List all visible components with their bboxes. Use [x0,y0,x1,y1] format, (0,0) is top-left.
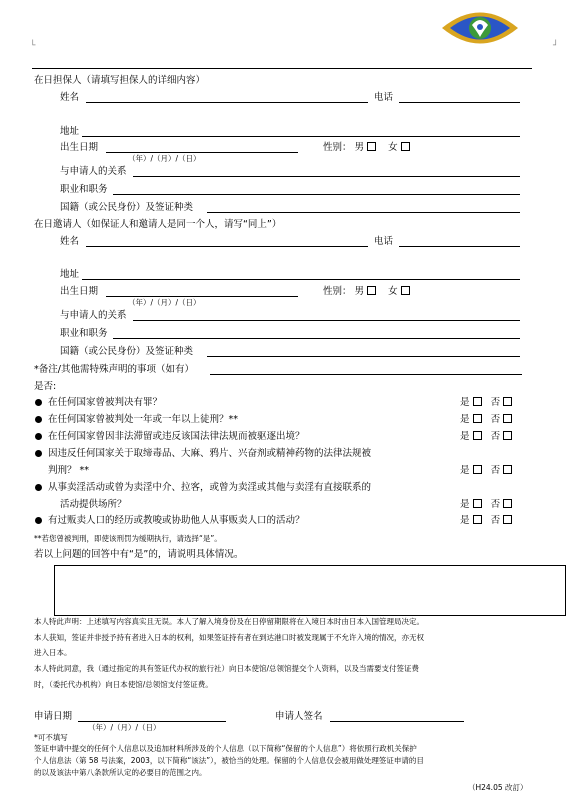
q1-yes-checkbox[interactable] [473,397,482,406]
yes-label: 是 [460,515,470,526]
emblem-logo [432,3,528,53]
not-required-note: *可不填写 [34,733,68,742]
q2-no-checkbox[interactable] [503,414,512,423]
question-1: 在任何国家曾被判决有罪？ [48,397,163,408]
inviter-address-field[interactable] [82,279,520,280]
inviter-gender [323,286,410,298]
inviter-male-checkbox[interactable] [367,286,376,295]
bullet-q3 [35,433,42,440]
inviter-date-hint: （年）/（月）/（日） [128,298,201,307]
footnote-star2: **若您曾被判刑，即使该刑罚为缓期执行，请选择“是”。 [34,534,222,543]
privacy-line-1: 签证申请中提交的任何个人信息以及追加材料所涉及的个人信息（以下简称“保留的个人信息”）将依照行政机关保护 [34,744,417,753]
yes-label: 是 [460,499,470,510]
inviter-occupation-label: 职业和职务 [60,328,108,339]
declaration-line-4: 本人特此同意，我（通过指定的具有签证代办权的旅行社）向日本使馆/总领馆提交个人资料，以及当需要支付签证费 [34,664,420,673]
remarks-label: *备注/其他需特殊声明的事项（如有） [34,364,194,375]
sponsor-birth-label: 出生日期 [60,142,99,153]
q5-yes-checkbox[interactable] [473,499,482,508]
sponsor-male-checkbox[interactable] [367,142,376,151]
inviter-name-field[interactable] [86,246,368,247]
inviter-name-label: 姓名 [60,236,80,247]
sponsor-name-label: 姓名 [60,92,80,103]
signature-label: 申请人签名 [275,711,323,722]
sponsor-phone-field[interactable] [399,102,520,103]
question-5-line-1: 从事卖淫活动或曾为卖淫中介、拉客，或曾为卖淫或其他与卖淫有直接联系的 [48,482,372,493]
no-label: 否 [490,414,501,425]
question-4-line-1: 因违反任何国家关于取缔毒品、大麻、鸦片、兴奋剂或精神药物的法律法规被 [48,448,372,459]
inviter-phone-field[interactable] [399,246,520,247]
sponsor-occupation-label: 职业和职务 [60,184,108,195]
inviter-occupation-field[interactable] [113,338,520,339]
sponsor-gender-label: 性别： [323,142,352,153]
answer-q2 [460,414,512,426]
yes-label: 是 [460,431,470,442]
no-label: 否 [490,397,501,408]
inviter-female-checkbox[interactable] [401,286,410,295]
bullet-q6 [35,517,42,524]
question-2: 在任何国家曾被判处一年或一年以上徒刑？** [48,414,239,425]
inviter-nationality-field[interactable] [207,356,520,357]
yes-label: 是 [460,465,470,476]
application-date-hint: （年）/（月）/（日） [88,723,161,732]
declaration-line-3: 进入日本。 [34,648,72,657]
sponsor-female-label: 女 [388,142,398,153]
question-5-line-2: 活动提供场所？ [60,499,127,510]
inviter-address-label: 地址 [60,269,80,280]
sponsor-nationality-label: 国籍（或公民身份）及签证种类 [60,202,194,213]
q5-no-checkbox[interactable] [503,499,512,508]
sponsor-name-field[interactable] [86,102,368,103]
sponsor-relation-label: 与申请人的关系 [60,166,127,177]
yes-label: 是 [460,397,470,408]
answer-q5 [460,499,512,511]
sponsor-phone-label: 电话 [374,92,394,103]
corner-mark-right: ┘ [553,41,559,51]
inviter-relation-label: 与申请人的关系 [60,310,127,321]
sponsor-heading: 在日担保人（请填写担保人的详细内容） [34,75,206,86]
answer-q3 [460,431,512,443]
inviter-female-label: 女 [388,286,398,297]
yes-no-heading: 是否: [34,381,57,392]
inviter-birth-label: 出生日期 [60,286,99,297]
explanation-textarea[interactable] [54,565,566,616]
bullet-q4 [35,450,42,457]
bullet-q1 [35,399,42,406]
sponsor-relation-field[interactable] [133,176,520,177]
sponsor-address-field[interactable] [82,136,520,137]
q4-no-checkbox[interactable] [503,465,512,474]
sponsor-nationality-field[interactable] [207,212,520,213]
no-label: 否 [490,499,501,510]
q6-no-checkbox[interactable] [503,515,512,524]
inviter-relation-field[interactable] [133,320,520,321]
sponsor-date-hint: （年）/（月）/（日） [128,154,201,163]
sponsor-gender [323,142,410,154]
question-6: 有过贩卖人口的经历或教唆或协助他人从事贩卖人口的活动？ [48,515,305,526]
application-date-field[interactable] [78,721,226,722]
corner-mark-left: └ [30,41,36,51]
declaration-line-2: 本人获知，签证并非授予持有者进入日本的权利，如果签证持有者在到达港口时被发现属于不允许入境的情况，亦无权 [34,633,424,642]
no-label: 否 [490,465,501,476]
application-date-label: 申请日期 [34,711,73,722]
question-3: 在任何国家曾因非法滞留或违反该国法律法规而被驱逐出境？ [48,431,305,442]
no-label: 否 [490,431,501,442]
q3-yes-checkbox[interactable] [473,431,482,440]
yes-label: 是 [460,414,470,425]
q6-yes-checkbox[interactable] [473,515,482,524]
inviter-gender-label: 性别： [323,286,352,297]
inviter-heading: 在日邀请人（如保证人和邀请人是同一个人，请写“同上”） [34,219,282,230]
declaration-line-5: 时，（委托代办机构）向日本使馆/总领馆支付签证费。 [34,680,213,689]
q1-no-checkbox[interactable] [503,397,512,406]
remarks-field[interactable] [210,374,522,375]
privacy-line-2: 个人信息法（第 58 号法案，2003，以下简称“该法”），被恰当的处理。保留的个人信息仅会被用做处理签证申请的目 [34,756,424,765]
explain-prompt: 若以上问题的回答中有“是”的，请说明具体情况。 [34,549,244,560]
inviter-male-label: 男 [354,286,365,297]
q3-no-checkbox[interactable] [503,431,512,440]
top-rule [32,68,532,69]
q4-yes-checkbox[interactable] [473,465,482,474]
answer-q1 [460,397,512,409]
inviter-phone-label: 电话 [374,236,394,247]
question-4-line-2: 判刑？ ** [48,465,90,476]
no-label: 否 [490,515,501,526]
sponsor-male-label: 男 [354,142,365,153]
sponsor-address-label: 地址 [60,126,80,137]
sponsor-birth-field[interactable] [106,152,298,153]
answer-q6 [460,515,512,527]
form-code: （H24.05 改訂） [468,783,528,792]
bullet-q5 [35,484,42,491]
privacy-line-3: 的以及该法中第八条款所认定的必要目的范围之内。 [34,768,207,777]
signature-field[interactable] [330,721,464,722]
inviter-birth-field[interactable] [106,296,298,297]
answer-q4 [460,465,512,477]
sponsor-occupation-field[interactable] [113,194,520,195]
q2-yes-checkbox[interactable] [473,414,482,423]
bullet-q2 [35,416,42,423]
sponsor-female-checkbox[interactable] [401,142,410,151]
inviter-nationality-label: 国籍（或公民身份）及签证种类 [60,346,194,357]
declaration-line-1: 本人特此声明：上述填写内容真实且无误。本人了解入境身份及在日停留期限将在入境日本时由日本入国管理局决定。 [34,617,424,626]
